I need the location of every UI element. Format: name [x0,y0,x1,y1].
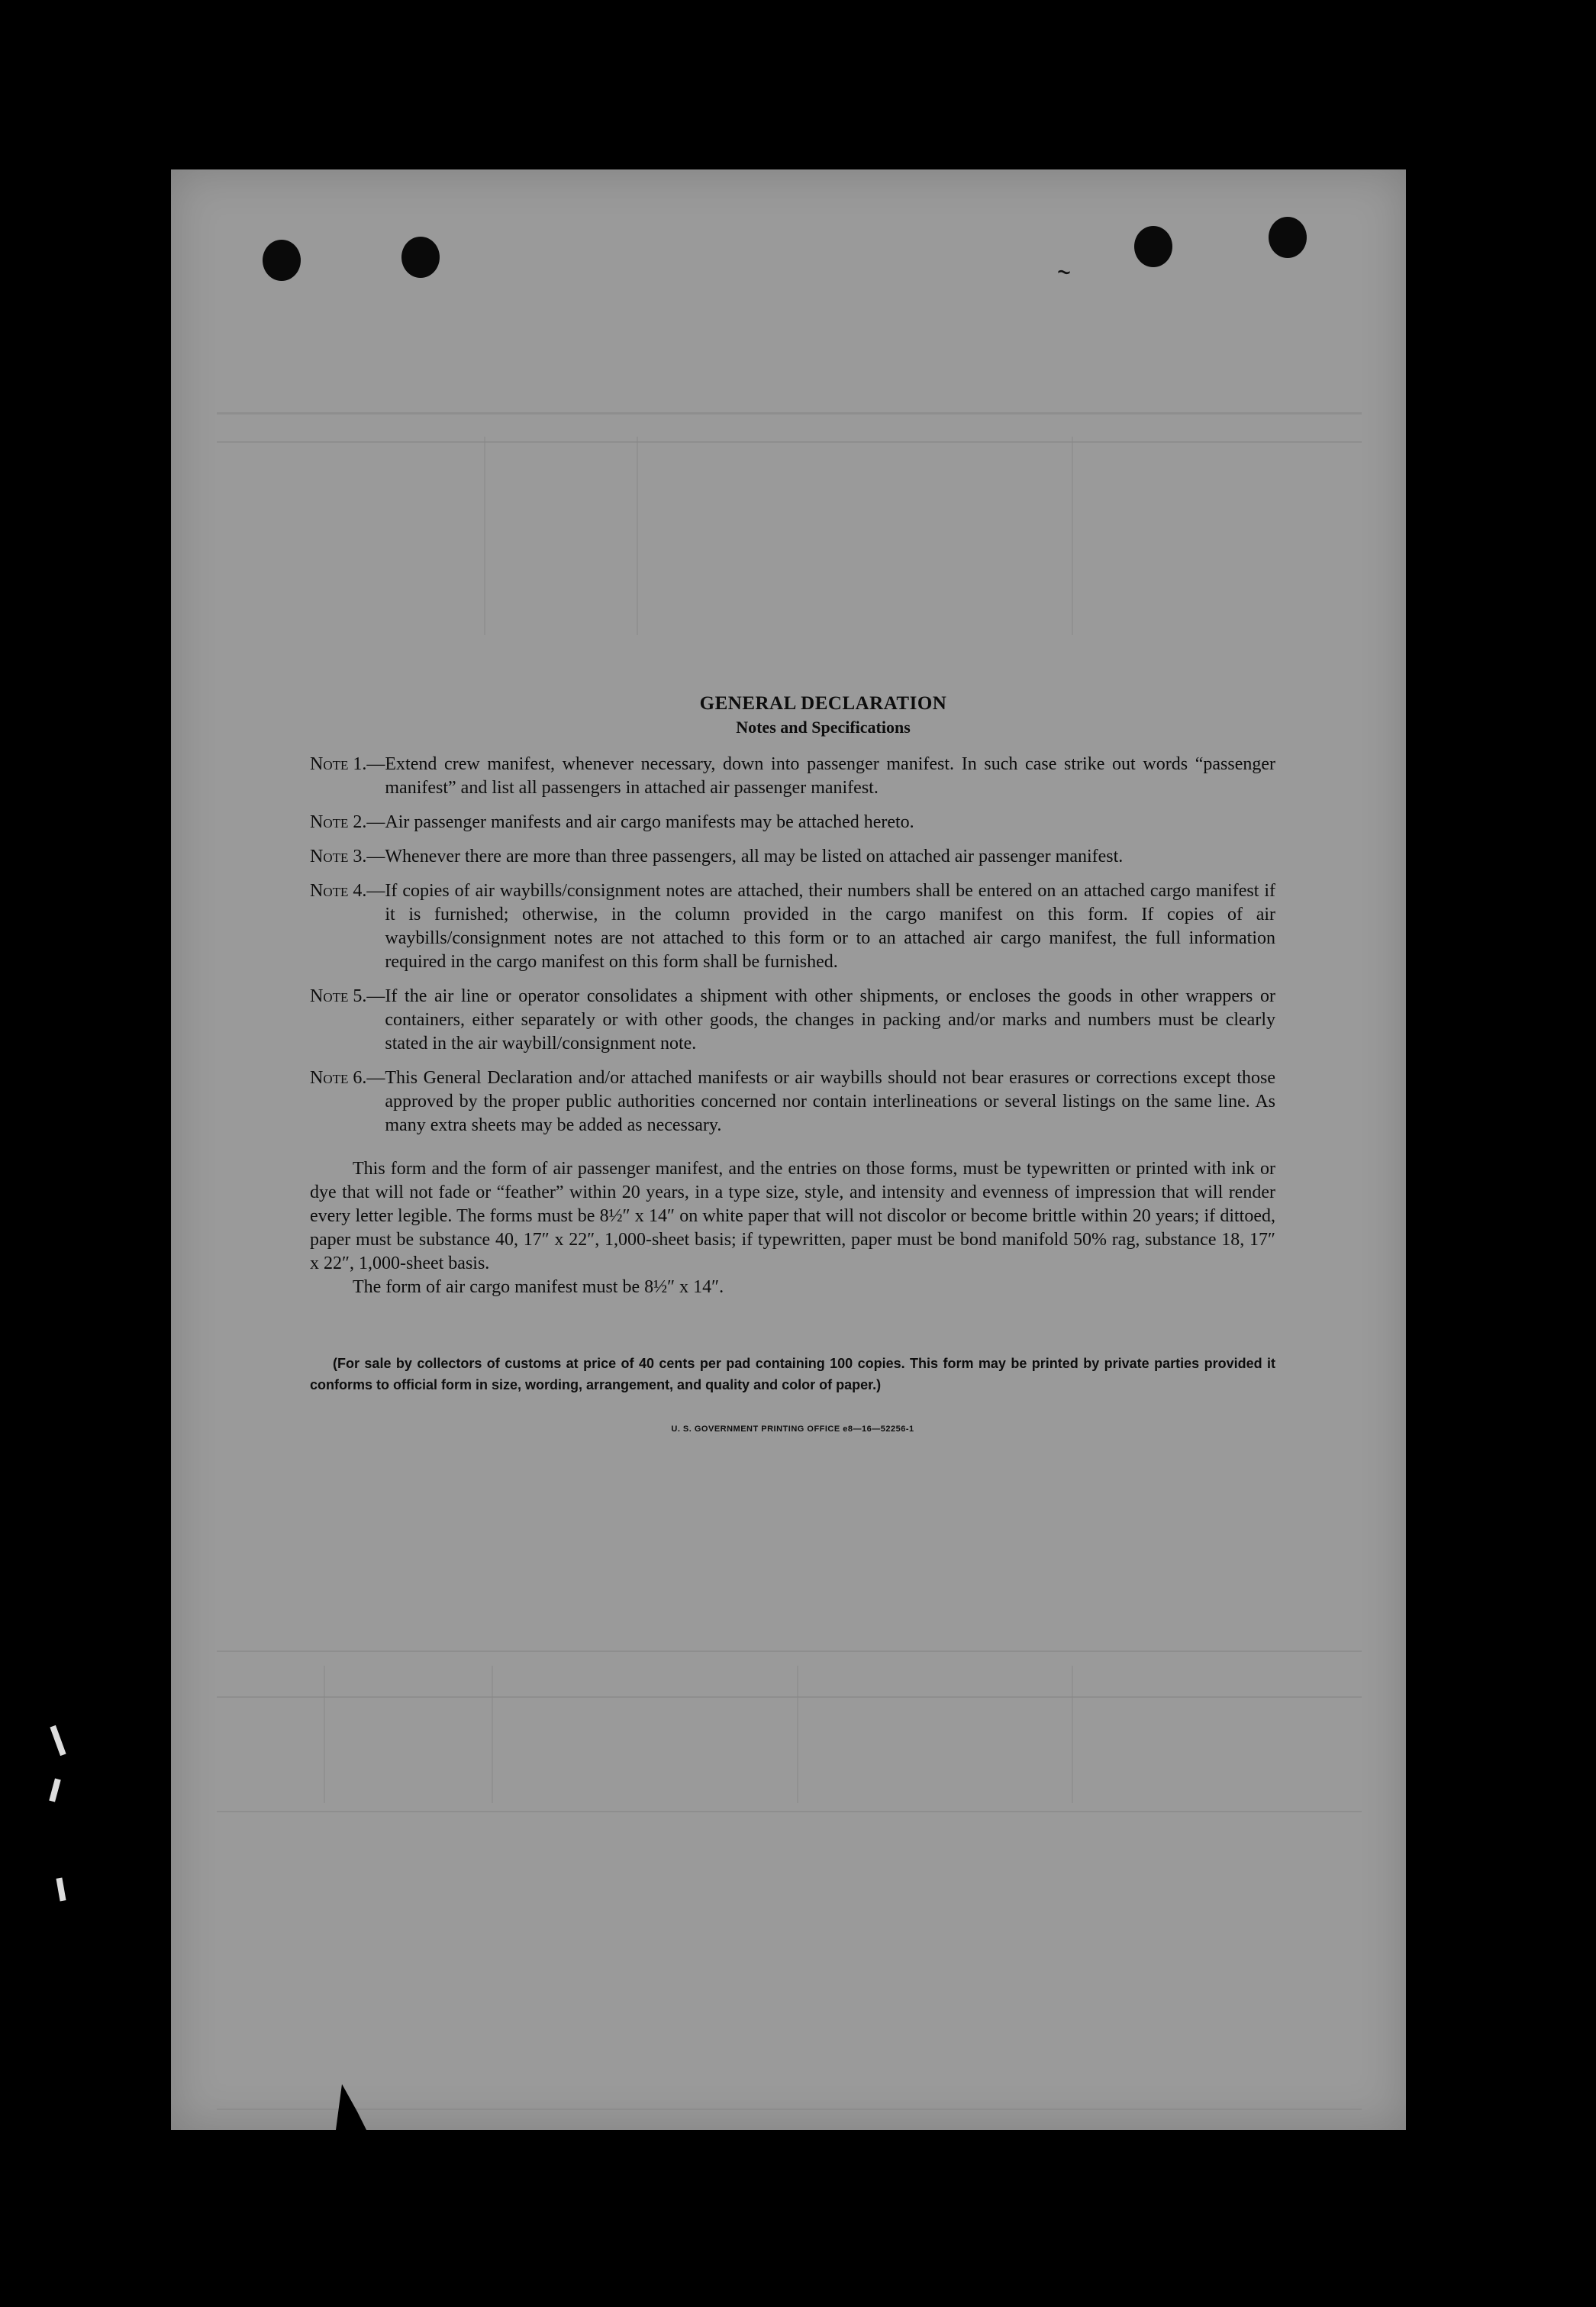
note-text: This General Declaration and/or attached manifests or air waybills should not bear erasures or corrections except those approved by the proper public authorities concerned nor contain interlineations or several listings on the same line. As many extra sheets may be added as necessary. [385,1068,1275,1135]
bleed-through-rule [637,437,638,635]
handwritten-mark: ~ [1055,260,1073,284]
note-label: Note 1.— [310,754,385,774]
bleed-through-rule [217,1650,1362,1652]
specification-text: This form and the form of air passenger manifest, and the entries on those forms, must be typewritten or printed with ink or dye that will not fade or “feather” within 20 years, in a type size, style, and intensity and evenness of impression that will render every letter legible. The forms must be 8½″ x 14″ on white paper that will not discolor or become brittle within 20 years; if dittoed, paper must be substance 40, 17″ x 22″, 1,000-sheet basis; if typewritten, paper must be bond manifold 50% rag, substance 18, 17″ x 22″, 1,000-sheet basis. [310,1159,1275,1273]
note-label: Note 3.— [310,847,385,866]
note-text: Whenever there are more than three passengers, all may be listed on attached air passenger manifest. [385,847,1124,866]
form-title: GENERAL DECLARATION [699,693,947,714]
specification-last-line: The form of air cargo manifest must be 8½″ x 14″. [353,1277,724,1297]
punch-hole [1269,217,1307,258]
note-text: Air passenger manifests and air cargo manifests may be attached hereto. [385,812,914,832]
note-text: If copies of air waybills/consignment notes are attached, their numbers shall be entered on an attached cargo manifest if it is furnished; otherwise, in the column provided in the cargo manifest on this form. If copies of air waybills/consignment notes are not attached to this form or to an attached air cargo manifest, the full information required in the cargo manifest on this form shall be furnished. [385,881,1275,972]
note-label: Note 2.— [310,812,385,832]
punch-hole [1134,226,1172,267]
bleed-through-rule [324,1666,325,1803]
note-item [310,753,1275,800]
bleed-through-rule [217,1696,1362,1698]
specification-paragraph [310,1157,1275,1299]
bleed-through-rule [797,1666,798,1803]
note-item [310,1066,1275,1137]
bleed-through-rule [217,2109,1362,2110]
bleed-through-rule [217,1811,1362,1812]
bleed-through-rule [217,441,1362,443]
note-item [310,811,1275,834]
bleed-through-rule [217,412,1362,415]
film-edge-mark [49,1778,60,1802]
bleed-through-rule [492,1666,493,1803]
note-label: Note 5.— [310,986,385,1006]
bleed-through-rule [1072,1666,1073,1803]
note-item [310,879,1275,974]
printer-imprint: U. S. GOVERNMENT PRINTING OFFICE e8—16—52256-1 [671,1425,914,1434]
notes-and-specifications [310,693,1275,1434]
note-text: If the air line or operator consolidates a shipment with other shipments, or encloses the goods in other wrappers or containers, either separately or with other goods, the changes in packing and/or marks and numbers must be clearly stated in the air waybill/consignment note. [385,986,1275,1053]
film-edge-mark [56,1878,66,1902]
note-text: Extend crew manifest, whenever necessary, down into passenger manifest. In such case strike out words “passenger manifest” and list all passengers in attached air passenger manifest. [385,754,1275,798]
note-item [310,845,1275,869]
form-subtitle: Notes and Specifications [736,718,911,737]
bleed-through-rule [484,437,485,635]
sale-notice: (For sale by collectors of customs at price of 40 cents per pad containing 100 copies. This form may be printed by private parties provided it conforms to official form in size, wording, arrangement, and quality and color of paper.) [310,1356,1275,1392]
bleed-through-rule [1072,437,1073,635]
punch-hole [401,237,440,278]
note-label: Note 4.— [310,881,385,901]
film-edge-mark [50,1725,66,1756]
note-label: Note 6.— [310,1068,385,1088]
note-item [310,985,1275,1056]
punch-hole [263,240,301,281]
